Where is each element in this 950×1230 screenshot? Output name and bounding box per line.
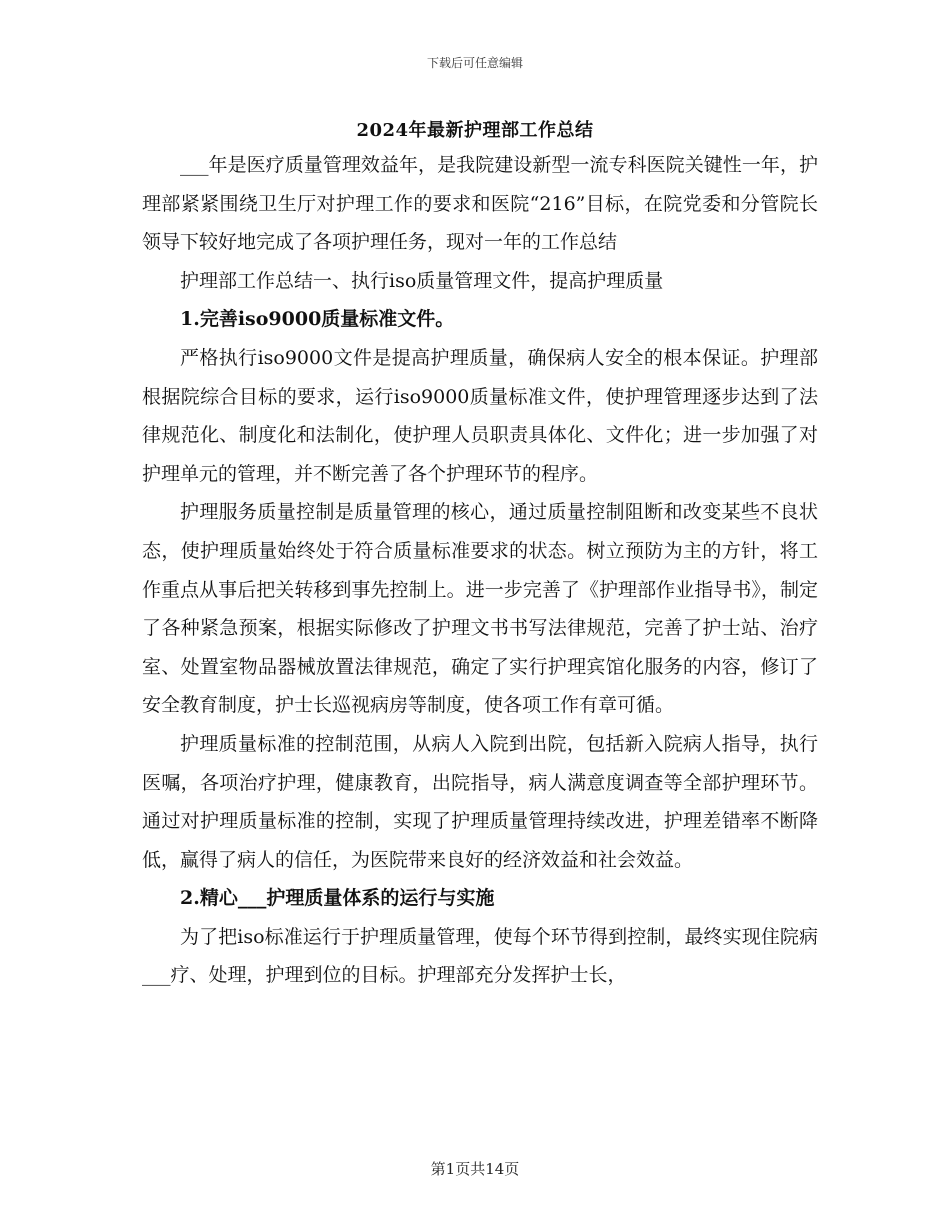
page-header-note: 下载后可任意编辑 [426, 56, 523, 70]
paragraph-intro: ___年是医疗质量管理效益年，是我院建设新型一流专科医院关键性一年，护理部紧紧围绕卫生厅对护理工作的要求和医院“216”目标，在院党委和分管院长领导下较好地完成了各项护理任务，现对一年的工作总结 [142, 154, 818, 254]
paragraph-iso-operation: 为了把iso标准运行于护理质量管理，使每个环节得到控制，最终实现住院病___疗、处理，护理到位的目标。护理部充分发挥护士长， [142, 925, 818, 987]
subsection-heading-1: 1.完善iso9000质量标准文件。 [180, 308, 455, 331]
subsection-heading-2: 2.精心___护理质量体系的运行与实施 [180, 887, 495, 910]
document-title: 2024年最新护理部工作总结 [356, 120, 594, 141]
document-body [142, 146, 818, 995]
paragraph-iso-documents: 严格执行iso9000文件是提高护理质量，确保病人安全的根本保证。护理部根据院综合目标的要求，运行iso9000质量标准文件，使护理管理逐步达到了法律规范化、制度化和法制化，使护理人员职责具体化、文件化；进一步加强了对护理单元的管理，并不断完善了各个护理环节的程序。 [142, 346, 818, 485]
section-heading-1: 护理部工作总结一、执行iso质量管理文件，提高护理质量 [180, 269, 664, 292]
page-footer: 第1页共14页 [430, 1160, 520, 1178]
paragraph-control-scope: 护理质量标准的控制范围，从病人入院到出院，包括新入院病人指导，执行医嘱，各项治疗护理，健康教育，出院指导，病人满意度调查等全部护理环节。通过对护理质量标准的控制，实现了护理质量管理持续改进，护理差错率不断降低，赢得了病人的信任，为医院带来良好的经济效益和社会效益。 [142, 732, 818, 871]
paragraph-quality-control: 护理服务质量控制是质量管理的核心，通过质量控制阻断和改变某些不良状态，使护理质量始终处于符合质量标准要求的状态。树立预防为主的方针，将工作重点从事后把关转移到事先控制上。进一步完善了《护理部作业指导书》，制定了各种紧急预案，根据实际修改了护理文书书写法律规范，完善了护士站、治疗室、处置室物品器械放置法律规范，确定了实行护理宾馆化服务的内容，修订了安全教育制度，护士长巡视病房等制度，使各项工作有章可循。 [142, 501, 818, 717]
